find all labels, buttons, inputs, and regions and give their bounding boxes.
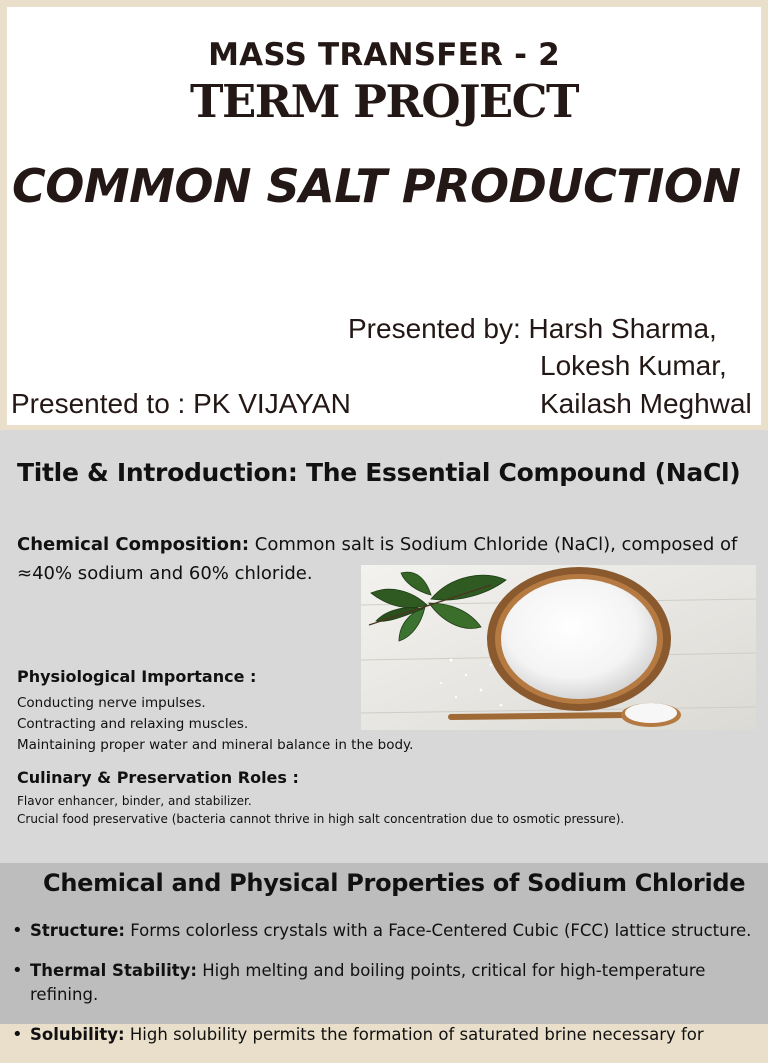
list-item	[12, 959, 768, 1007]
properties-list	[12, 919, 768, 1063]
composition-label: Chemical Composition:	[17, 534, 250, 555]
culinary-list	[17, 793, 624, 828]
salt-bowl-illustration	[361, 565, 756, 730]
bullet-text: High solubility permits the formation of saturated brine necessary for	[124, 1025, 704, 1044]
culinary-heading: Culinary & Preservation Roles :	[17, 768, 299, 787]
salt-bowl-image	[361, 565, 756, 730]
composition-text: Common salt is Sodium Chloride (NaCl), composed of ≈40% sodium and 60% chloride.	[17, 534, 738, 584]
bullet-label: Solubility:	[30, 1025, 125, 1044]
bullet-text: High melting and boiling points, critical for high-temperature refining.	[30, 961, 706, 1004]
slide-title: Chemical and Physical Properties of Sodium Chloride	[43, 869, 746, 897]
list-item: Crucial food preservative (bacteria cannot thrive in high salt concentration due to osmotic pressure).	[17, 811, 625, 826]
list-item	[12, 919, 768, 943]
physiological-list	[17, 693, 413, 756]
list-item: Conducting nerve impulses.	[17, 695, 206, 711]
list-item: Flavor enhancer, binder, and stabilizer.	[17, 794, 252, 808]
presenter-name: Lokesh Kumar,	[540, 350, 727, 381]
presented-by: Presented by: Harsh Sharma,	[348, 313, 717, 344]
bullet-label: Structure:	[30, 921, 125, 940]
presented-to: Presented to : PK VIJAYAN	[11, 388, 351, 419]
bullet-text: Forms colorless crystals with a Face-Centered Cubic (FCC) lattice structure.	[125, 921, 752, 940]
main-title: COMMON SALT PRODUCTION	[12, 159, 741, 213]
properties-slide	[0, 863, 768, 1044]
list-item: Contracting and relaxing muscles.	[17, 716, 249, 732]
introduction-slide	[0, 430, 768, 863]
list-item	[12, 1023, 768, 1047]
physiological-heading: Physiological Importance :	[17, 667, 257, 686]
slide-title: Title & Introduction: The Essential Compound (NaCl)	[17, 458, 741, 487]
title-slide	[7, 7, 761, 425]
presenter-name: Kailash Meghwal	[540, 388, 752, 419]
list-item: Maintaining proper water and mineral balance in the body.	[17, 737, 414, 753]
bullet-label: Thermal Stability:	[30, 961, 197, 980]
course-title: MASS TRANSFER - 2	[208, 37, 560, 73]
project-heading: TERM PROJECT	[190, 75, 578, 128]
